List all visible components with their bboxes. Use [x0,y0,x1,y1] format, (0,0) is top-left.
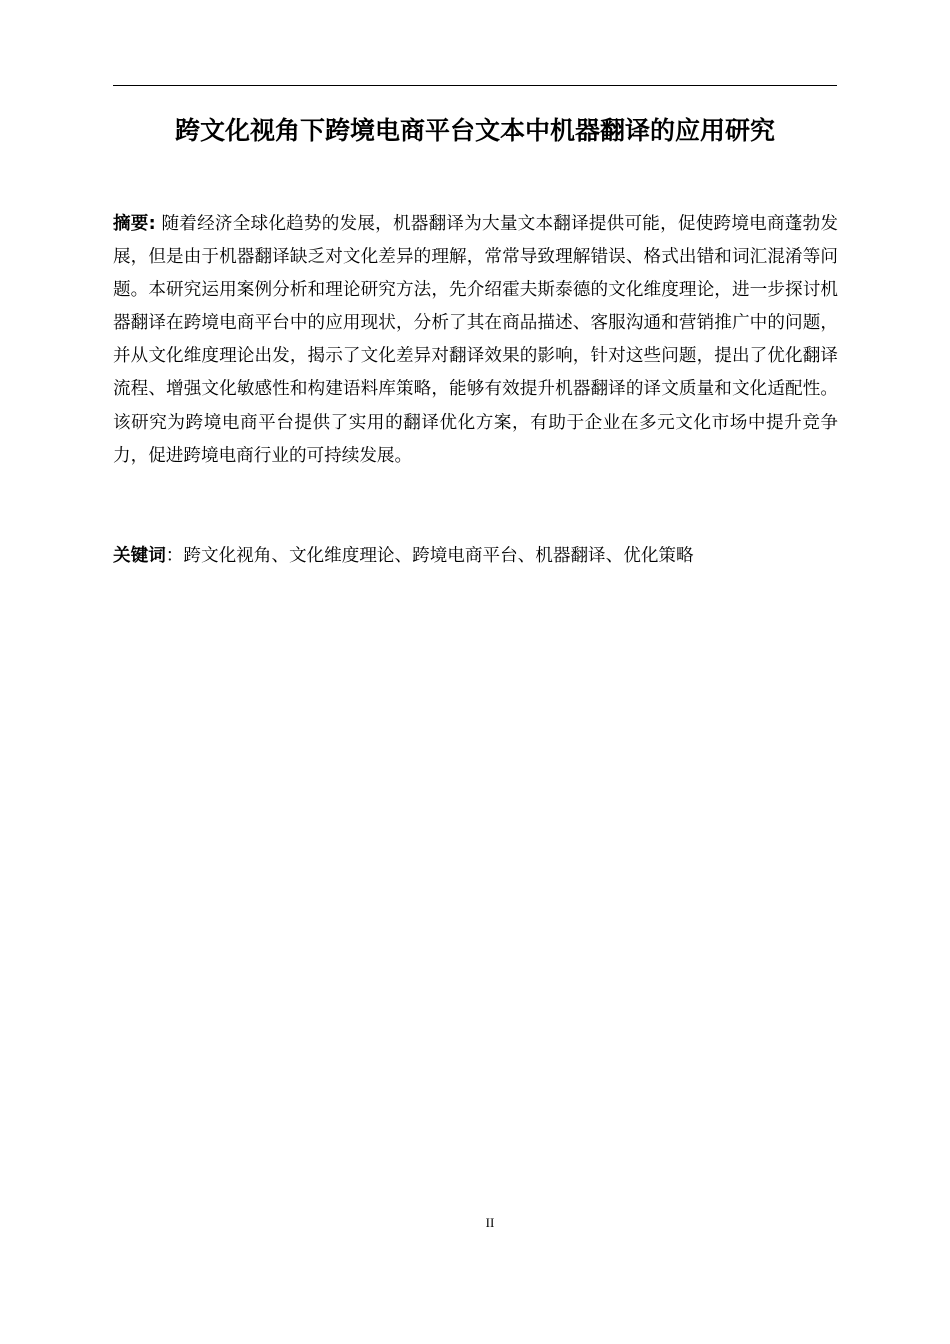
keywords-label: 关键词 [113,546,166,566]
page-number: II [485,1215,495,1230]
abstract-label: 摘要: [113,214,156,234]
header-rule [113,85,837,86]
abstract-text: 随着经济全球化趋势的发展，机器翻译为大量文本翻译提供可能，促使跨境电商蓬勃发展，但是由于机器翻译缺乏对文化差异的理解，常常导致理解错误、格式出错和词汇混淆等问题。本研究运用案例分析和理论研究方法，先介绍霍夫斯泰德的文化维度理论，进一步探讨机器翻译在跨境电商平台中的应用现状，分析了其在商品描述、客服沟通和营销推广中的问题，并从文化维度理论出发，揭示了文化差异对翻译效果的影响，针对这些问题，提出了优化翻译流程、增强文化敏感性和构建语料库策略，能够有效提升机器翻译的译文质量和文化适配性。该研究为跨境电商平台提供了实用的翻译优化方案，有助于企业在多元文化市场中提升竞争力，促进跨境电商行业的可持续发展。 [113,214,838,466]
abstract-paragraph [113,208,838,473]
keywords-text: ：跨文化视角、文化维度理论、跨境电商平台、机器翻译、优化策略 [165,546,694,566]
paper-title: 跨文化视角下跨境电商平台文本中机器翻译的应用研究 [174,116,775,145]
keywords-line [113,540,838,573]
